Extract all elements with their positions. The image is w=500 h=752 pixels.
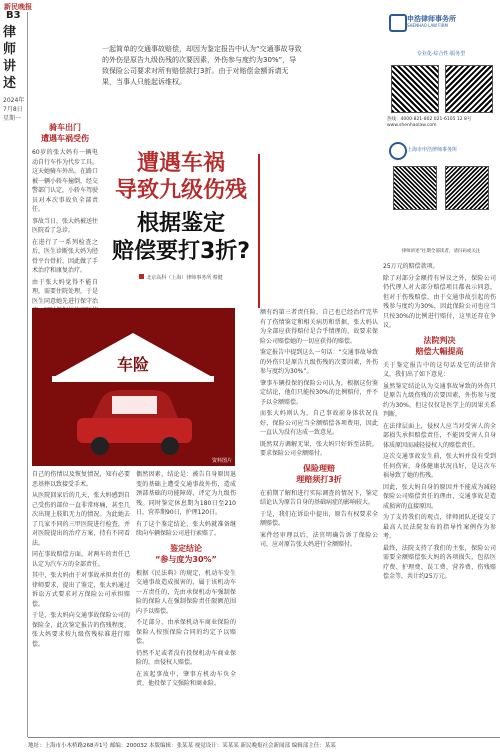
article-paragraph: 于是，张大妈向交通事故保险公司的保险金，此次鉴定报告的伤残程度、张大妈要求按九级伤残标准进行赔偿。: [32, 612, 130, 648]
page-number: B3: [6, 10, 21, 21]
article-paragraph: 有了这个鉴定结论，张大妈就准备继续向车辆保险公司进行索赔了。: [136, 520, 236, 537]
article-paragraph: 不足部分，由承保机动车商业保险的保险人按照保险合同的约定予以赔偿。: [136, 619, 236, 645]
article-paragraph: 在该起事故中，肇事方机动车负全责，他投保了交强险和商业险。: [136, 670, 236, 687]
headline-line1: 遭遇车祸: [136, 151, 225, 176]
sidebar-paragraph: 60岁的张大妈有一辆电动自行车作为代步工具。这天她骑车外出，在路口被一辆小轿车撞倒，经交警部门认定，小轿车驾驶员对本次事故负全部责任。: [32, 149, 99, 213]
issue-date: 2024年 7月8日 星期一: [3, 97, 25, 122]
article-column-1: [32, 470, 130, 649]
qr-code-2: [445, 65, 493, 113]
subhead-verdict: 法院判决 赔偿大幅提高: [415, 335, 464, 356]
article-column-2: [136, 470, 236, 689]
article-paragraph: 于是，我们在诉讼中提出，原告有权要求全额赔偿。: [260, 510, 378, 527]
ad-caption: 律师讲述”往期全部读者，请扫码或关注: [401, 249, 481, 254]
subhead-appraisal: 鉴定结论 “参与度为30%”: [155, 543, 217, 564]
article-column-3: [260, 308, 378, 550]
firm-name-en: SHENHAO LAW FIRM: [407, 23, 448, 28]
article-paragraph: 根据《民法典》的规定，机动车发生交通事故造成损害的，属于该机动车一方责任的，先由承保机动车强制保险的保险人在强制保险责任限额范围内予以赔偿。: [136, 569, 236, 615]
section-title: 律 师 讲 述: [3, 25, 17, 91]
sidebar-article: [32, 122, 98, 335]
firm-name: 申浩律师事务所: [407, 15, 456, 23]
article-paragraph: 既然双方调解无果，张大妈只好诉至法院，要求保险公司全额赔付。: [260, 440, 378, 457]
intro-teaser: 一起简单的交通事故赔偿，却因为鉴定报告中认为“交通事故导致的外伤是原告九级伤残的次要因素，外伤参与度约为30%”，导致保险公司要求对所有赔偿款打3折。由于对赔偿金额诉请无果，当事人只能起诉维权。: [102, 45, 302, 86]
article-paragraph: 除了对部分金额持有异议之外，保险公司仍代理人对大部分赔偿项目都表示同意，但对于伤残赔偿，由于交通事故引起的伤残参与度约为30%，因此保险公司也应当只按30%的比例进行赔付，这里还存在争议。: [383, 274, 496, 329]
page-footer: 地址：上海市小木桥路268弄1号 邮编：200032 本版编辑：张某某 视觉设计：某某某 新民晚报社会新闻部 编辑部主任：某某: [28, 737, 500, 752]
car-insurance-icon: [32, 308, 235, 466]
article-paragraph: 而张大妈则认为，自己事故前身体状况良好，保险公司应当全额赔偿各项费用，因此一直认为没有达成一致意见。: [260, 410, 378, 436]
article-paragraph: 偶然因素，结论是：被告自身原因退变的基础上遭受交通事故外伤，造成颈部基础的功能障碍，评定为九级伤残。同时鉴定休息期为180日至210日，营养期90日，护理120日。: [136, 471, 236, 516]
sidebar-headline: 骑车出门 遭遇车祸受伤: [41, 123, 89, 143]
sidebar-paragraph: 事故当日，张大妈被送往医院看了急诊。: [32, 217, 99, 234]
article-paragraph: 在前期了解和进行实际调查的情况下，鉴定结论认为原告自身的基础病症的影响较大。: [260, 489, 378, 506]
firm-name-2: 上海市申浩律师事务所: [407, 147, 458, 153]
article-paragraph: 从医院回家后的几天，张大妈感到自己受伤的部位一直非常疼痛，甚至几次出现上肢肌无力的情况。为此她去了几家不同的三甲医院进行检查，并对医院提出的治疗方案，持有不同看法。: [32, 492, 130, 547]
qr-code-1: [391, 65, 439, 113]
headline-line2: 导致九级伤残: [114, 178, 247, 203]
sign-text: 车险: [116, 355, 150, 374]
article-paragraph: 同在事故赔偿方面，对两车的责任已认定为汽车方的全部责任。: [32, 551, 130, 568]
article-paragraph: 在法律层面上，侵权人应当对受害人的全部损失承担赔偿责任，不能因受害人自身体质原因而减轻侵权人的赔偿责任。: [383, 422, 496, 449]
byline: 北京高科（上海）律师事务所 蔡健: [102, 274, 260, 281]
article-paragraph: 25万元的赔偿款项。: [383, 263, 439, 270]
article-paragraph: 其中，张大妈由于对事故承担责任的律师要求，提出了鉴定，张大妈通过诉讼方式要求对方保险公司承担赔偿。: [32, 572, 130, 608]
byline-bullet-icon: [139, 274, 144, 279]
headline-line4: 赔偿要打3折?: [111, 239, 251, 264]
paper-logo: 新民晚报: [4, 3, 32, 11]
article-paragraph: 虽然鉴定结论认为交通事故导致的外伤只是原告九级伤残的次要因素，外伤参与度约为30%，但这仅仅是医学上的因果关系判断。: [383, 382, 496, 418]
article-paragraph: 自己的伤情以及恢复情况，知有必要恶基摔以致接受手术。: [32, 471, 130, 488]
accent-rule: [258, 154, 260, 308]
article-paragraph: 这次交通事故发生前，张大妈并没有受到任何伤害，身体健康状况良好，是这次车祸导致了她的伤残。: [383, 453, 496, 479]
article-paragraph: 鉴定报告中提到这么一句话：“交通事故导致的外伤只是原告九级伤残的次要因素，外伤参与度约为30%”。: [260, 349, 378, 375]
article-paragraph: 肇事车辆投保的保险公司认为，根据这份鉴定结论，他们只能按30%的比例赔付，并不予以全额赔偿。: [260, 379, 378, 406]
article-paragraph: 仍然不足或者没有投保机动车商业保险的，由侵权人赔偿。: [136, 649, 236, 666]
article-paragraph: 关于鉴定报告中的这句话及它的法律含义，我们出了如下意见：: [383, 361, 496, 378]
qr-code-4: [445, 166, 489, 210]
firm-slogan: 专业化·综合性·服务型: [416, 51, 466, 57]
website: www.shenhaolaw.com: [387, 123, 437, 128]
firm-logo-2-icon: [389, 142, 407, 160]
subhead-claim: 保险理赔 理赔须打3折: [296, 463, 342, 484]
qr-code-3: [393, 166, 437, 210]
article-paragraph: 最终，法院支持了我们的主张，保险公司需要全额赔偿张大妈的各项损失，包括医疗费、护理费、误工费、营养费、伤残赔偿金等，共计约25万元。: [383, 544, 496, 580]
firm-logo-icon: [389, 14, 407, 32]
sidebar-paragraph: 由于张大妈觉得不能自理，需要住院处理，于是医生同意她先进行保守治: [32, 278, 99, 305]
headline-line3: 根据鉴定: [136, 211, 225, 236]
article-paragraph: 额有约第三者责任险，自己也已经治疗完毕有了伤情鉴定和相关病历和票据，张大妈认为全部应获得赔付是合乎情理的，故要求保险公司赔偿她的一切应获得的赔偿。: [260, 309, 378, 345]
left-margin-rule: [27, 12, 28, 737]
ad-block: [383, 10, 498, 258]
article-paragraph: 为了支持我们的观点，律师团队还提交了最高人民法院发布的指导性案例作为参考。: [383, 514, 496, 540]
article-paragraph: 案件经审理以后，法官明确告诉了保险公司，应对原告张大妈进行全额赔付。: [260, 531, 378, 548]
headline-block: [102, 150, 260, 281]
sidebar-paragraph: 在进行了一系列检查之后，医生诊断张大妈为胫骨平台骨折，因此做了手术治疗和康复治疗。: [32, 238, 99, 274]
car-insurance-illustration: [32, 308, 235, 466]
image-credit: 资料图片: [211, 458, 232, 464]
article-column-4: [383, 262, 496, 582]
hotline: 热线：4000-821-802 021-6105 12 8号: [387, 117, 472, 122]
article-paragraph: 因此，张大妈自身的原因并不能成为减轻保险公司赔偿责任的理由，交通事故是造成损害的直接原因。: [383, 483, 496, 510]
